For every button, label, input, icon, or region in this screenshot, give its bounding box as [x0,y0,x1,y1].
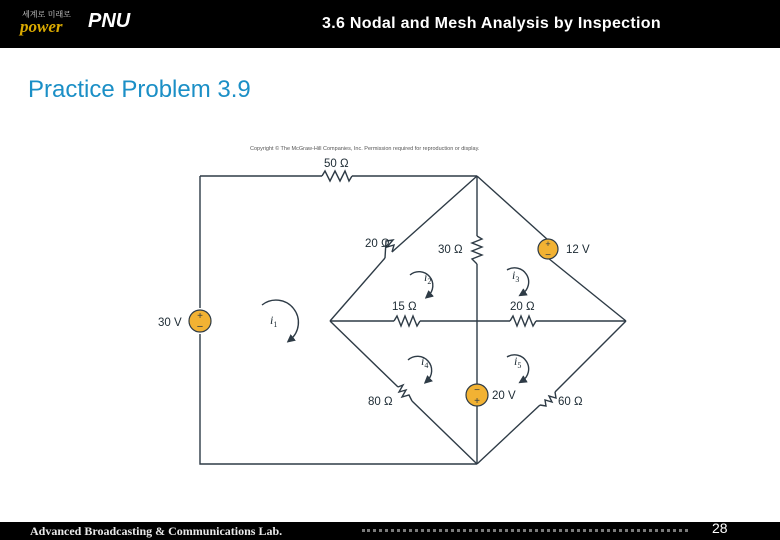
label-r15: 15 Ω [392,301,417,313]
label-i4: $i_4$ [421,354,429,370]
svg-text:+: + [545,239,551,249]
source-20v [466,384,488,407]
resistor-20-mid [510,316,536,326]
svg-text:−: − [474,385,480,396]
label-r80: 80 Ω [368,396,393,408]
header-title: 3.6 Nodal and Mesh Analysis by Inspection [322,15,661,32]
source-12v [538,239,558,261]
label-r20-upper: 20 Ω [365,238,390,250]
label-r20-mid: 20 Ω [510,301,535,313]
label-i2: $i_2$ [424,270,432,286]
logo-power: power [20,17,63,36]
svg-text:+: + [474,396,480,407]
wires [200,176,626,464]
label-i1: $i_1$ [270,313,278,329]
footer-lab-name: Advanced Broadcasting & Communications Lab. [30,524,283,538]
label-v12: 12 V [566,244,590,256]
slide-title: Practice Problem 3.9 [28,76,251,103]
page-number: 28 [712,520,728,536]
copyright-notice: Copyright © The McGraw-Hill Companies, Inc. Permission required for reproduction or display. [250,146,480,152]
resistor-50 [322,171,352,181]
label-r60: 60 Ω [558,396,583,408]
label-r50: 50 Ω [324,158,349,170]
label-r30: 30 Ω [438,244,463,256]
label-v30: 30 V [158,317,182,329]
svg-text:−: − [196,321,204,333]
svg-text:+: + [197,311,203,322]
logo-pnu: PNU [88,10,131,32]
label-v20: 20 V [492,390,516,402]
label-i5: $i_5$ [514,354,522,370]
source-30v [189,310,211,333]
svg-text:−: − [545,250,551,261]
label-i3: $i_3$ [512,268,520,284]
mesh-arrow-i1 [262,300,298,340]
resistor-30 [472,236,482,264]
resistor-60 [540,392,556,406]
resistor-15 [394,316,420,326]
resistor-80 [398,385,412,401]
logo-tagline: 세계로 미래로 [22,10,71,19]
footer-divider [362,529,688,535]
